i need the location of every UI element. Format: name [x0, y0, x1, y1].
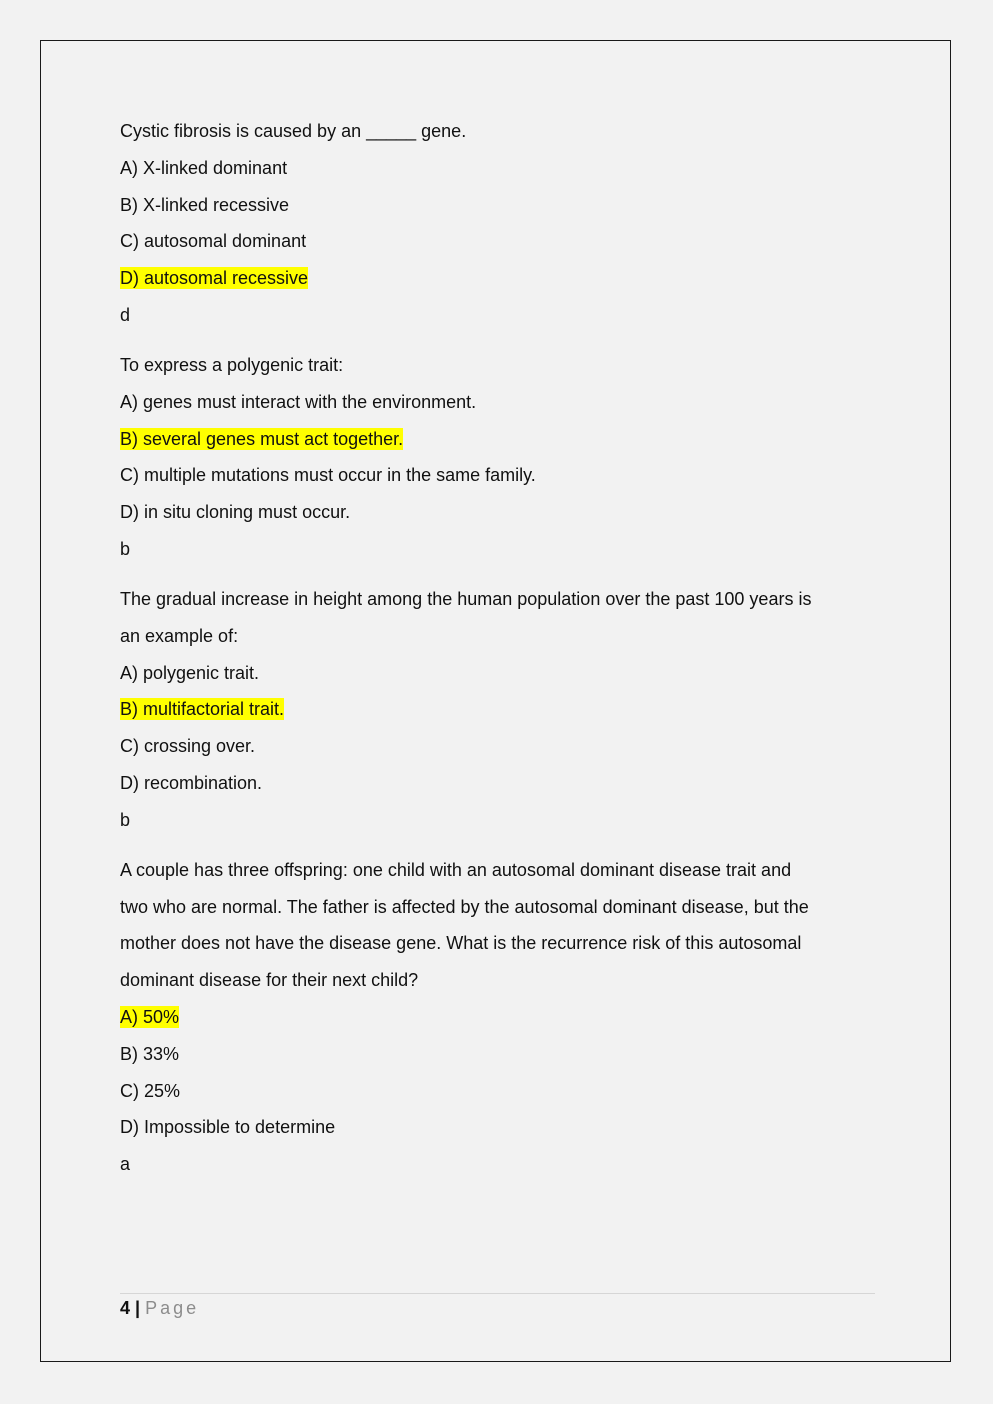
question-stem-line-1: A couple has three offspring: one child with an autosomal dominant disease trait and — [120, 859, 792, 880]
page-separator: | — [135, 1298, 141, 1318]
question-4 — [120, 857, 880, 1201]
question-2 — [120, 352, 880, 586]
page-number: 4 — [120, 1298, 131, 1318]
question-stem: Cystic fibrosis is caused by an _____ gene. — [120, 121, 467, 141]
option-b — [120, 696, 880, 733]
option-b: B) X-linked recessive — [120, 194, 290, 215]
option-d — [120, 265, 880, 302]
option-d: D) in situ cloning must occur. — [120, 502, 351, 523]
option-a: A) X-linked dominant — [120, 157, 288, 178]
highlighted-option: B) multifactorial trait. — [120, 699, 285, 720]
highlighted-option: B) several genes must act together. — [120, 428, 404, 449]
option-d: D) recombination. — [120, 772, 263, 793]
option-c: C) multiple mutations must occur in the same family. — [120, 465, 536, 486]
question-stem-line-2: two who are normal. The father is affected by the autosomal dominant disease, but the — [120, 896, 809, 917]
answer-key: b — [120, 809, 131, 830]
page-label: Page — [145, 1298, 200, 1318]
option-a — [120, 1004, 880, 1041]
option-c: C) crossing over. — [120, 736, 256, 757]
option-c: C) 25% — [120, 1080, 181, 1101]
question-stem-line-3: mother does not have the disease gene. What is the recurrence risk of this autosomal — [120, 933, 802, 954]
page-footer — [120, 1293, 875, 1319]
answer-key: d — [120, 304, 131, 325]
answer-key: a — [120, 1154, 131, 1175]
question-3 — [120, 586, 880, 857]
highlighted-option: A) 50% — [120, 1006, 180, 1027]
question-stem-line-2: an example of: — [120, 625, 239, 646]
highlighted-option: D) autosomal recessive — [120, 268, 309, 289]
document-body — [120, 118, 880, 1201]
option-b — [120, 426, 880, 463]
question-stem-line-1: The gradual increase in height among the human population over the past 100 years is — [120, 588, 812, 609]
option-b: B) 33% — [120, 1043, 180, 1064]
question-stem: To express a polygenic trait: — [120, 354, 344, 375]
option-d: D) Impossible to determine — [120, 1117, 336, 1138]
option-a: A) genes must interact with the environment. — [120, 391, 477, 412]
question-1 — [120, 118, 880, 352]
question-stem-line-4: dominant disease for their next child? — [120, 970, 419, 991]
document-page — [40, 40, 951, 1362]
answer-key: b — [120, 538, 131, 559]
option-c: C) autosomal dominant — [120, 231, 307, 252]
option-a: A) polygenic trait. — [120, 662, 260, 683]
